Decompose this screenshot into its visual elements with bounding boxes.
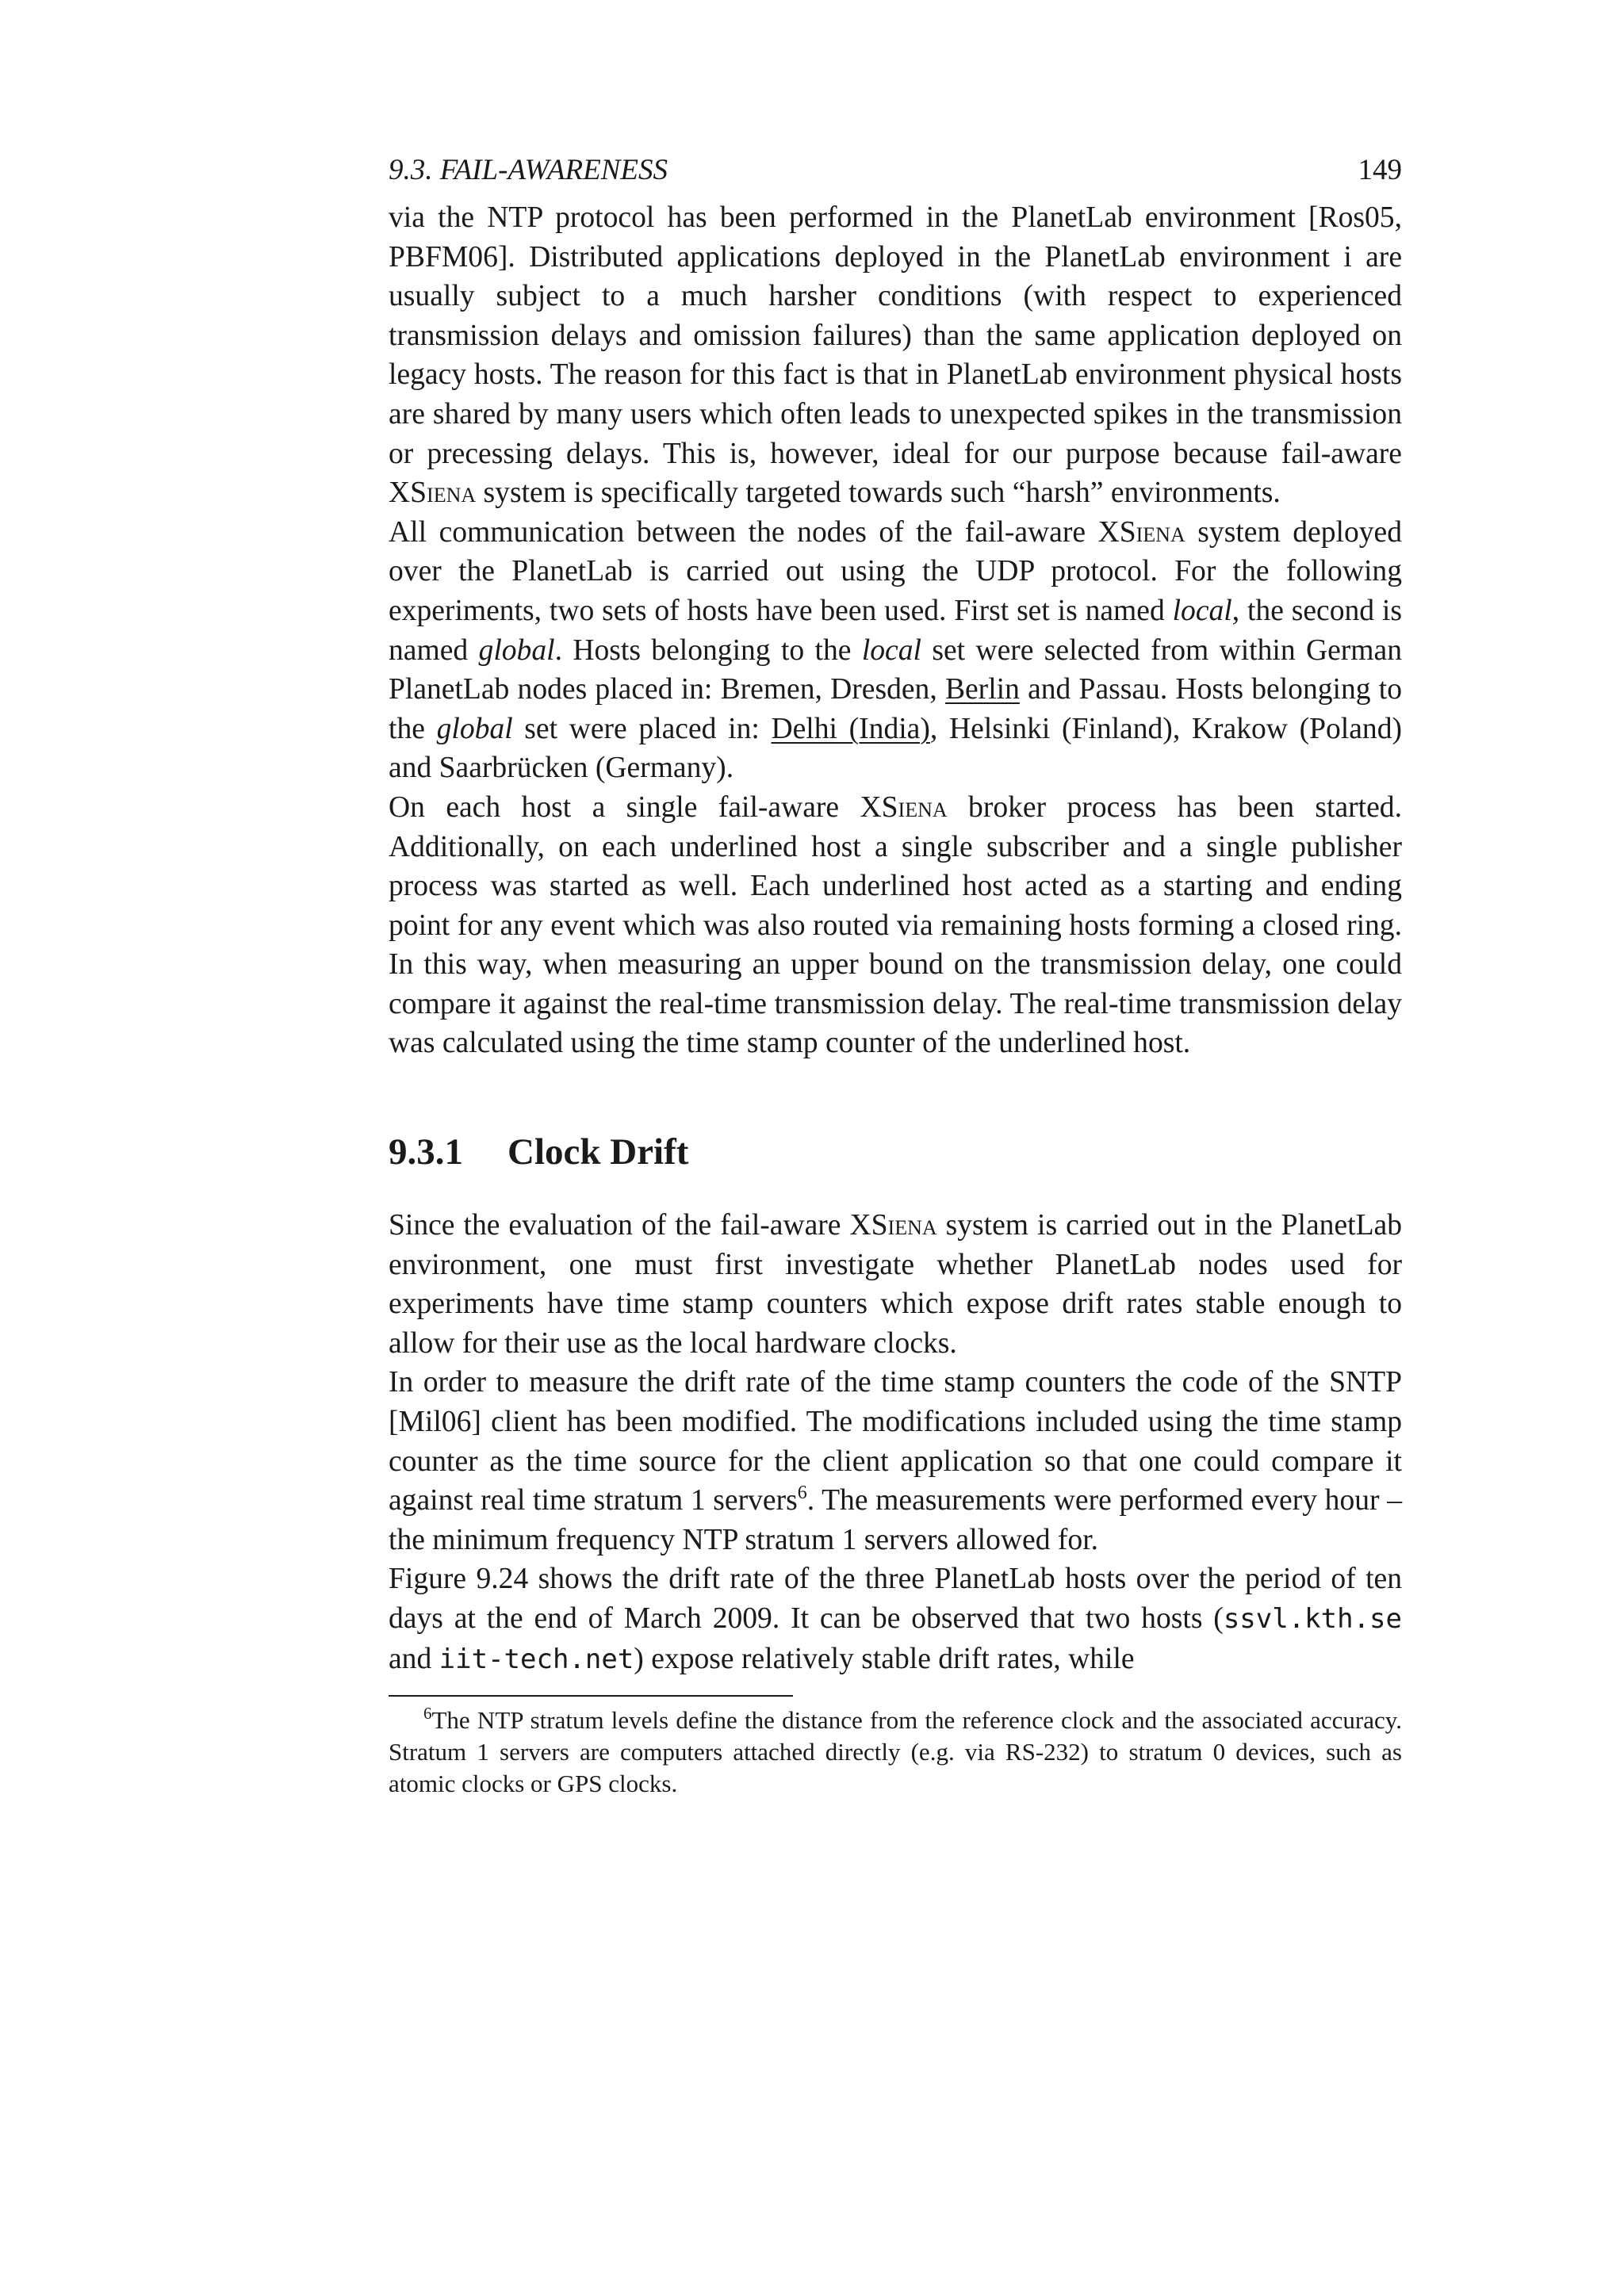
hostname-code: ssvl.kth.se [1223,1603,1402,1635]
paragraph-broker-process [389,788,1402,1063]
paragraph-planetlab-environment [389,198,1402,513]
section-heading [389,1128,1402,1176]
text-run: broker process has been started. Additionally, on each underlined host a single subscriber and a single publisher process was started as well. Each underlined host acted as a starting and ending point for any event which was also routed via remaining hosts forming a closed ring. In this way, when measuring an upper bound on the transmission delay, one could compare it against the real-time transmission delay. The real-time transmission delay was calculated using the time stamp counter of the underlined host. [389,790,1402,1060]
text-run: set were placed in: [512,712,772,745]
footnote-mark: 6 [423,1704,432,1724]
footnote-reference[interactable]: 6 [797,1483,807,1504]
underlined-host-delhi: Delhi (India) [771,712,930,745]
section-number: 9.3.1 [389,1131,463,1173]
paragraph-figure-reference [389,1559,1402,1679]
footnote-divider [389,1695,793,1697]
text-run: system deployed over the PlanetLab is carried out using the UDP protocol. For the following experiments, two sets of hosts have been used. First set is named [389,515,1403,627]
text-run: All communication between the nodes of the fail-aware XS [389,515,1136,549]
system-name-small-caps: iena [887,1209,937,1242]
text-run: . The measurements were performed every hour – the minimum frequency NTP stratum 1 servers allowed for. [389,1484,1402,1556]
text-run: Since the evaluation of the fail-aware XS [389,1209,888,1242]
text-run: On each host a single fail-aware XS [389,790,898,824]
system-name-small-caps: iena [898,790,948,824]
page [389,143,1402,1800]
section-title: Clock Drift [508,1131,689,1173]
emphasis-global: global [436,712,513,745]
emphasis-global: global [478,633,555,667]
system-name-small-caps: iena [1136,515,1185,549]
text-run: , the second is named [389,594,1403,667]
text-run: system is specifically targeted towards such “harsh” environments. [476,476,1281,510]
hostname-code: iit-tech.net [439,1643,634,1675]
paragraph-sntp-measurement [389,1363,1402,1559]
footnote-text: The NTP stratum levels define the distance from the reference clock and the associated accuracy. Stratum 1 servers are computers attached directly (e.g. via RS-232) to stratum 0 devices, such as atomic clocks or GPS clocks. [389,1706,1402,1798]
text-run: . Hosts belonging to the [554,633,862,667]
text-run: via the NTP protocol has been performed in the PlanetLab environment [Ros05, PBFM06]. Distributed applications deployed in the PlanetLab environment i are usually subject to a much harsher conditions (with respect to experienced transmission delays and omission failures) than the same application deployed on legacy hosts. The reason for this fact is that in PlanetLab environment physical hosts are shared by many users which often leads to unexpected spikes in the transmission or precessing delays. This is, however, ideal for our purpose because fail-aware XS [389,201,1402,510]
text-run: set were selected from within German PlanetLab nodes placed in: Bremen, Dresden, [389,633,1402,706]
chapter-title: 9.3. FAIL-AWARENESS [389,154,668,186]
page-number: 149 [1358,154,1402,186]
paragraph-communication-hosts [389,513,1402,788]
system-name-small-caps: iena [427,476,477,510]
emphasis-local: local [1172,594,1232,627]
text-run: Figure 9.24 shows the drift rate of the three PlanetLab hosts over the period of ten days at the end of March 2009. It can be observed that two hosts ( [389,1563,1402,1635]
text-run: ) expose relatively stable drift rates, while [634,1642,1135,1675]
text-run: and Passau. Hosts belonging to the [389,673,1402,745]
running-head [389,143,1402,198]
text-run: system is carried out in the PlanetLab environment, one must first investigate whether PlanetLab nodes used for experiments have time stamp counters which expose drift rates stable enough to allow for their use as the local hardware clocks. [389,1209,1402,1360]
paragraph-clock-drift-intro [389,1206,1402,1363]
text-run: In order to measure the drift rate of the time stamp counters the code of the SNTP [Mil06] client has been modified. The modifications included using the time stamp counter as the time source for the client application so that one could compare it against real time stratum 1 servers [389,1366,1402,1517]
footnote [389,1705,1402,1800]
text-run: , Helsinki (Finland), Krakow (Poland) and Saarbrücken (Germany). [389,712,1403,785]
emphasis-local: local [861,633,921,667]
underlined-host-berlin: Berlin [944,673,1020,706]
text-run: and [389,1642,439,1675]
